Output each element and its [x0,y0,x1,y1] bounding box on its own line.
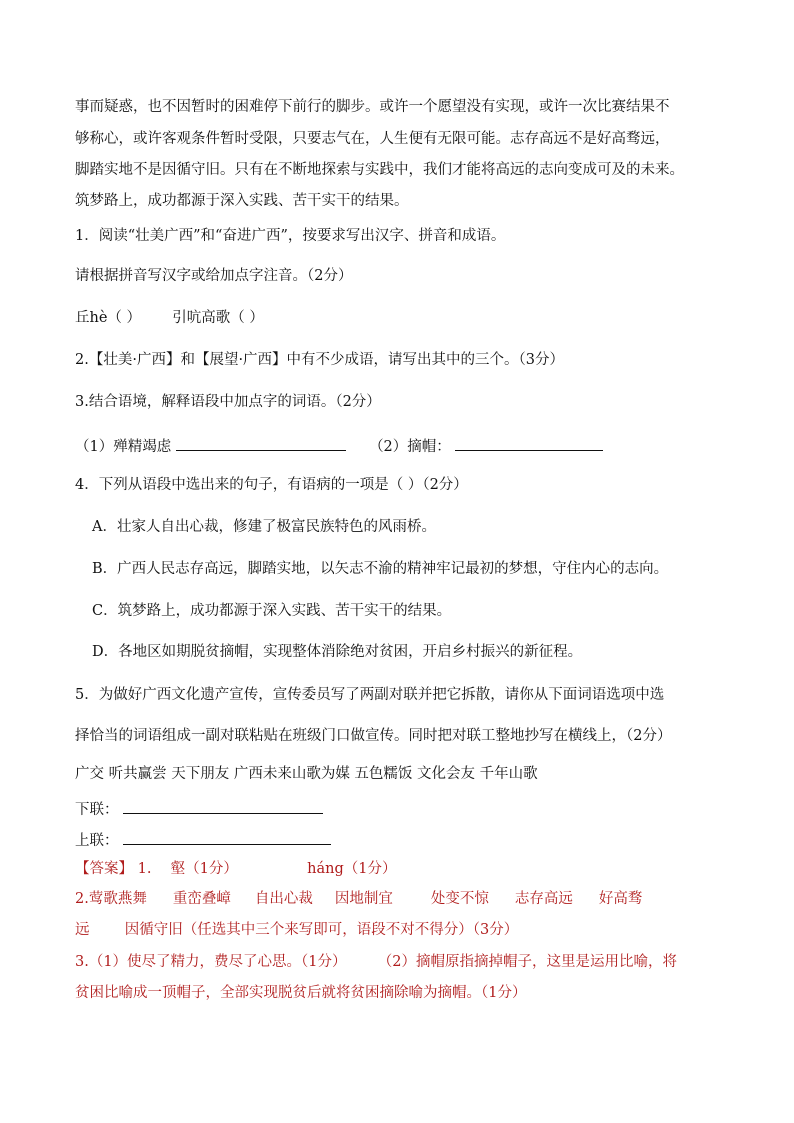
answer-2-item: 好高骛 [598,891,643,907]
answer-2-line-2-first: 远 [75,922,90,938]
answer-2-item: 志存高远 [514,891,573,907]
answer-2-row-1 [75,889,642,909]
question-4-option-b[interactable]: B．广西人民志存高远，脚踏实地，以矢志不渝的精神牢记最初的梦想，守住内心的志向。 [92,561,669,577]
question-1-title: 1．阅读“壮美广西”和“奋进广西”，按要求写出汉字、拼音和成语。 [75,228,506,244]
question-2-text: 2.【壮美·广西】和【展望·广西】中有不少成语，请写出其中的三个。（3分） [75,352,565,368]
question-3-text: 3.结合语境，解释语段中加点字的词语。（2分） [75,394,381,410]
question-1-instruction: 请根据拼音写汉字或给加点字注音。（2分） [75,268,353,284]
passage-line-1: 事而疑惑，也不因暂时的困难停下前行的脚步。或许一个愿望没有实现，或许一次比赛结果不 [75,99,670,115]
answer-tag: 【答案】 [75,861,133,877]
passage-line-2: 够称心，或许客观条件暂时受限，只要志气在，人生便有无限可能。志存高远不是好高骛远， [75,131,670,147]
question-4-option-d[interactable]: D．各地区如期脱贫摘帽，实现整体消除绝对贫困，开启乡村振兴的新征程。 [92,644,583,660]
upper-couplet-label: 上联： [75,833,119,849]
passage-line-3: 脚踏实地不是因循守旧。只有在不断地探索与实践中，我们才能将高远的志向变成可及的未来。 [75,162,684,178]
answer-3-row-2: 贫困比喻成一顶帽子，全部实现脱贫后就将贫困摘除喻为摘帽。（1分） [75,985,527,1001]
answer-2-item: 2.莺歌燕舞 [75,891,147,907]
question-3-item-1: （1）殚精竭虑 [75,439,172,455]
question-1-item-b: 引吭高歌（ ） [172,310,264,326]
answer-blank-2[interactable] [455,434,603,451]
question-4-option-c[interactable]: C．筑梦路上，成功都源于深入实践、苦干实干的结果。 [92,603,452,619]
answer-blank-1[interactable] [176,434,346,451]
question-5-line-1: 5．为做好广西文化遗产宣传，宣传委员写了两副对联并把它拆散，请你从下面词语选项中选 [75,687,665,703]
question-5-options: 广交 听共赢尝 天下朋友 广西未来山歌为媒 五色糯饭 文化会友 千年山歌 [75,766,538,782]
answer-1-part-2: háng（1分） [307,861,397,877]
answer-1-row [75,859,396,879]
answer-2-line-2-rest: 因循守旧（任选其中三个来写即可，语段不对不得分）（3分） [124,922,519,938]
answer-2-item: 因地制宜 [334,891,393,907]
answer-2-item: 自出心裁 [254,891,313,907]
upper-couplet-blank[interactable] [123,828,331,845]
question-5-line-2: 择恰当的词语组成一副对联粘贴在班级门口做宣传。同时把对联工整地抄写在横线上，（2分） [75,728,672,744]
question-3-items [75,434,603,457]
answer-2-item: 重峦叠嶂 [172,891,231,907]
answer-1-part-1: 壑（1分） [170,861,238,877]
lower-couplet-blank[interactable] [123,797,323,814]
answer-1-number: 1. [137,861,152,877]
question-4-option-a[interactable]: A．壮家人自出心裁，修建了极富民族特色的风雨桥。 [92,519,436,535]
question-4-text: 4．下列从语段中选出来的句子，有语病的一项是（ ）（2分） [75,477,468,493]
answer-3-row-1 [75,952,677,972]
question-1-items [75,308,264,328]
question-1-item-a: 丘hè（ ） [75,310,142,326]
lower-couplet-label: 下联： [75,802,119,818]
answer-2-row-2 [75,920,518,940]
answer-2-item: 处变不惊 [430,891,489,907]
lower-couplet-row [75,797,323,820]
upper-couplet-row [75,828,331,851]
answer-3-part-1: 3.（1）使尽了精力，费尽了心思。（1分） [75,954,347,970]
passage-line-4: 筑梦路上，成功都源于深入实践、苦干实干的结果。 [75,193,409,209]
answer-3-part-2: （2）摘帽原指摘掉帽子，这里是运用比喻，将 [377,954,677,970]
question-3-item-2: （2）摘帽： [369,439,451,455]
